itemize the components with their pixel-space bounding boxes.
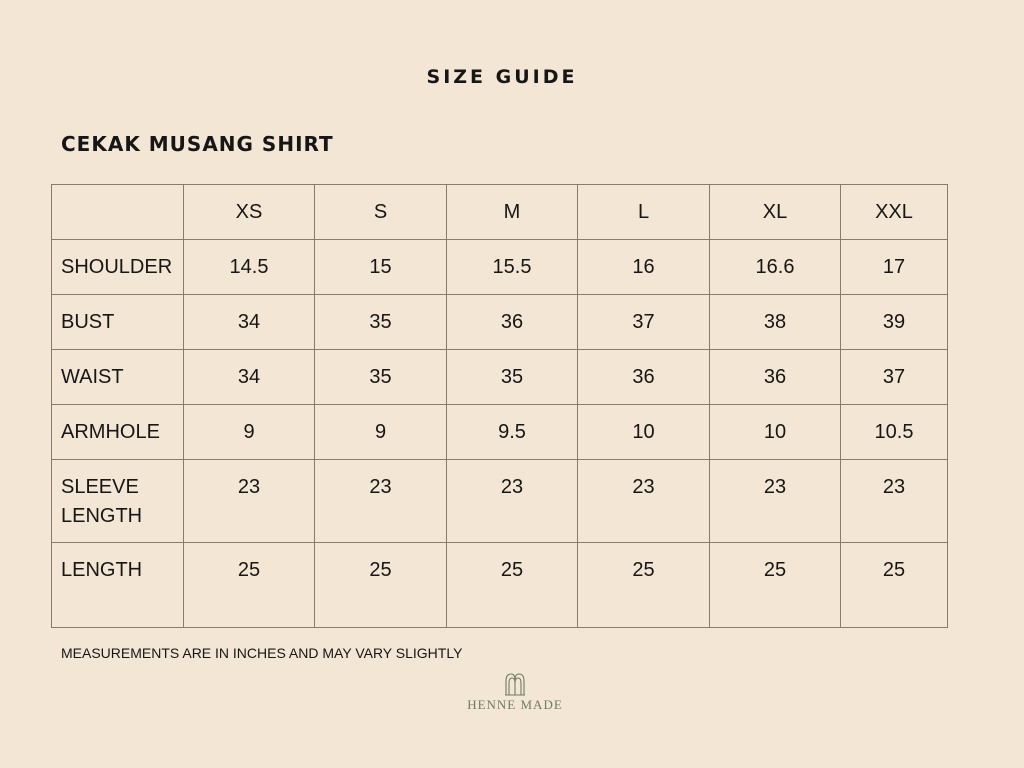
value-cell [447,350,578,405]
brand-logo [420,672,610,713]
size-label-xxl: XXL [875,201,913,223]
value-cell [447,405,578,460]
value-cell [578,240,710,295]
table-row [52,543,948,628]
size-label-s: S [373,201,388,223]
value-text: 34 [237,366,261,388]
value-text: 10 [632,421,655,443]
value-cell [315,350,447,405]
value-text: 25 [763,559,787,581]
value-cell [447,295,578,350]
page-title: SIZE GUIDE [426,66,578,88]
value-cell [315,460,447,543]
value-text: 37 [882,366,906,388]
row-label-cell [52,240,184,295]
value-cell [578,295,710,350]
value-cell [710,350,841,405]
value-cell [184,240,315,295]
size-label-l: L [637,201,650,223]
value-text: 23 [237,476,261,498]
value-text: 23 [632,476,655,498]
value-cell [447,543,578,628]
header-cell [710,185,841,240]
table-row [52,405,948,460]
value-text: 9 [374,421,387,443]
measurement-note: MEASUREMENTS ARE IN INCHES AND MAY VARY SLIGHTLY [61,645,463,661]
value-text: 14.5 [229,256,269,278]
value-cell [710,295,841,350]
value-text: 39 [882,311,906,333]
value-cell [184,405,315,460]
value-cell [184,543,315,628]
table-row [52,240,948,295]
value-cell [184,460,315,543]
size-label-m: M [503,201,521,223]
row-label-cell [52,543,184,628]
header-cell [315,185,447,240]
table-row [52,350,948,405]
brand-name: HENNE MADE [467,697,563,712]
value-text: 15.5 [492,256,532,278]
value-cell [710,405,841,460]
value-cell [841,295,948,350]
value-cell [841,240,948,295]
value-cell [184,295,315,350]
value-text: 36 [500,311,524,333]
value-text: 37 [632,311,655,333]
row-label-shoulder: SHOULDER [61,256,173,278]
value-text: 16.6 [755,256,795,278]
row-label-waist: WAIST [61,366,124,388]
value-cell [710,460,841,543]
value-text: 10 [763,421,787,443]
value-cell [315,295,447,350]
value-cell [841,405,948,460]
size-table [51,184,948,628]
value-text: 25 [237,559,261,581]
value-cell [315,543,447,628]
header-cell-corner [52,185,184,240]
value-cell [578,405,710,460]
value-text: 34 [237,311,261,333]
row-label-length: LENGTH [61,559,143,581]
arch-monogram-logo-icon [503,672,527,696]
value-text: 10.5 [874,421,914,443]
row-label-cell [52,460,184,543]
value-cell [578,543,710,628]
row-label-armhole: ARMHOLE [61,421,160,443]
value-cell [315,240,447,295]
value-cell [710,240,841,295]
row-label-cell [52,405,184,460]
value-cell [447,240,578,295]
header-cell [447,185,578,240]
value-text: 23 [763,476,787,498]
value-text: 15 [369,256,392,278]
value-cell [841,350,948,405]
value-cell [447,460,578,543]
header-row [52,185,948,240]
table-row [52,460,948,543]
value-text: 36 [763,366,787,388]
size-label-xl: XL [762,201,788,223]
header-cell [184,185,315,240]
row-label-line: SLEEVE [61,476,139,498]
table-row [52,295,948,350]
value-cell [841,460,948,543]
header-cell [841,185,948,240]
value-text: 9 [243,421,255,443]
value-cell [710,543,841,628]
header-cell [578,185,710,240]
value-text: 17 [882,256,906,278]
row-label-cell [52,295,184,350]
row-label-bust: BUST [61,311,115,333]
value-text: 38 [763,311,787,333]
value-cell [841,543,948,628]
value-text: 25 [369,559,392,581]
row-label-sleeve-length [52,460,183,531]
value-text: 9.5 [498,421,526,443]
product-title: CEKAK MUSANG SHIRT [61,132,334,156]
value-text: 25 [632,559,655,581]
value-cell [315,405,447,460]
value-cell [184,350,315,405]
value-text: 25 [500,559,524,581]
value-text: 16 [632,256,655,278]
value-text: 35 [369,366,392,388]
value-cell [578,460,710,543]
value-text: 35 [369,311,392,333]
value-text: 35 [500,366,524,388]
value-cell [578,350,710,405]
value-text: 25 [882,559,906,581]
value-text: 23 [500,476,524,498]
size-label-xs: XS [235,201,263,223]
value-text: 23 [369,476,392,498]
row-label-line: LENGTH [61,505,143,527]
value-text: 36 [632,366,655,388]
row-label-cell [52,350,184,405]
value-text: 23 [882,476,906,498]
